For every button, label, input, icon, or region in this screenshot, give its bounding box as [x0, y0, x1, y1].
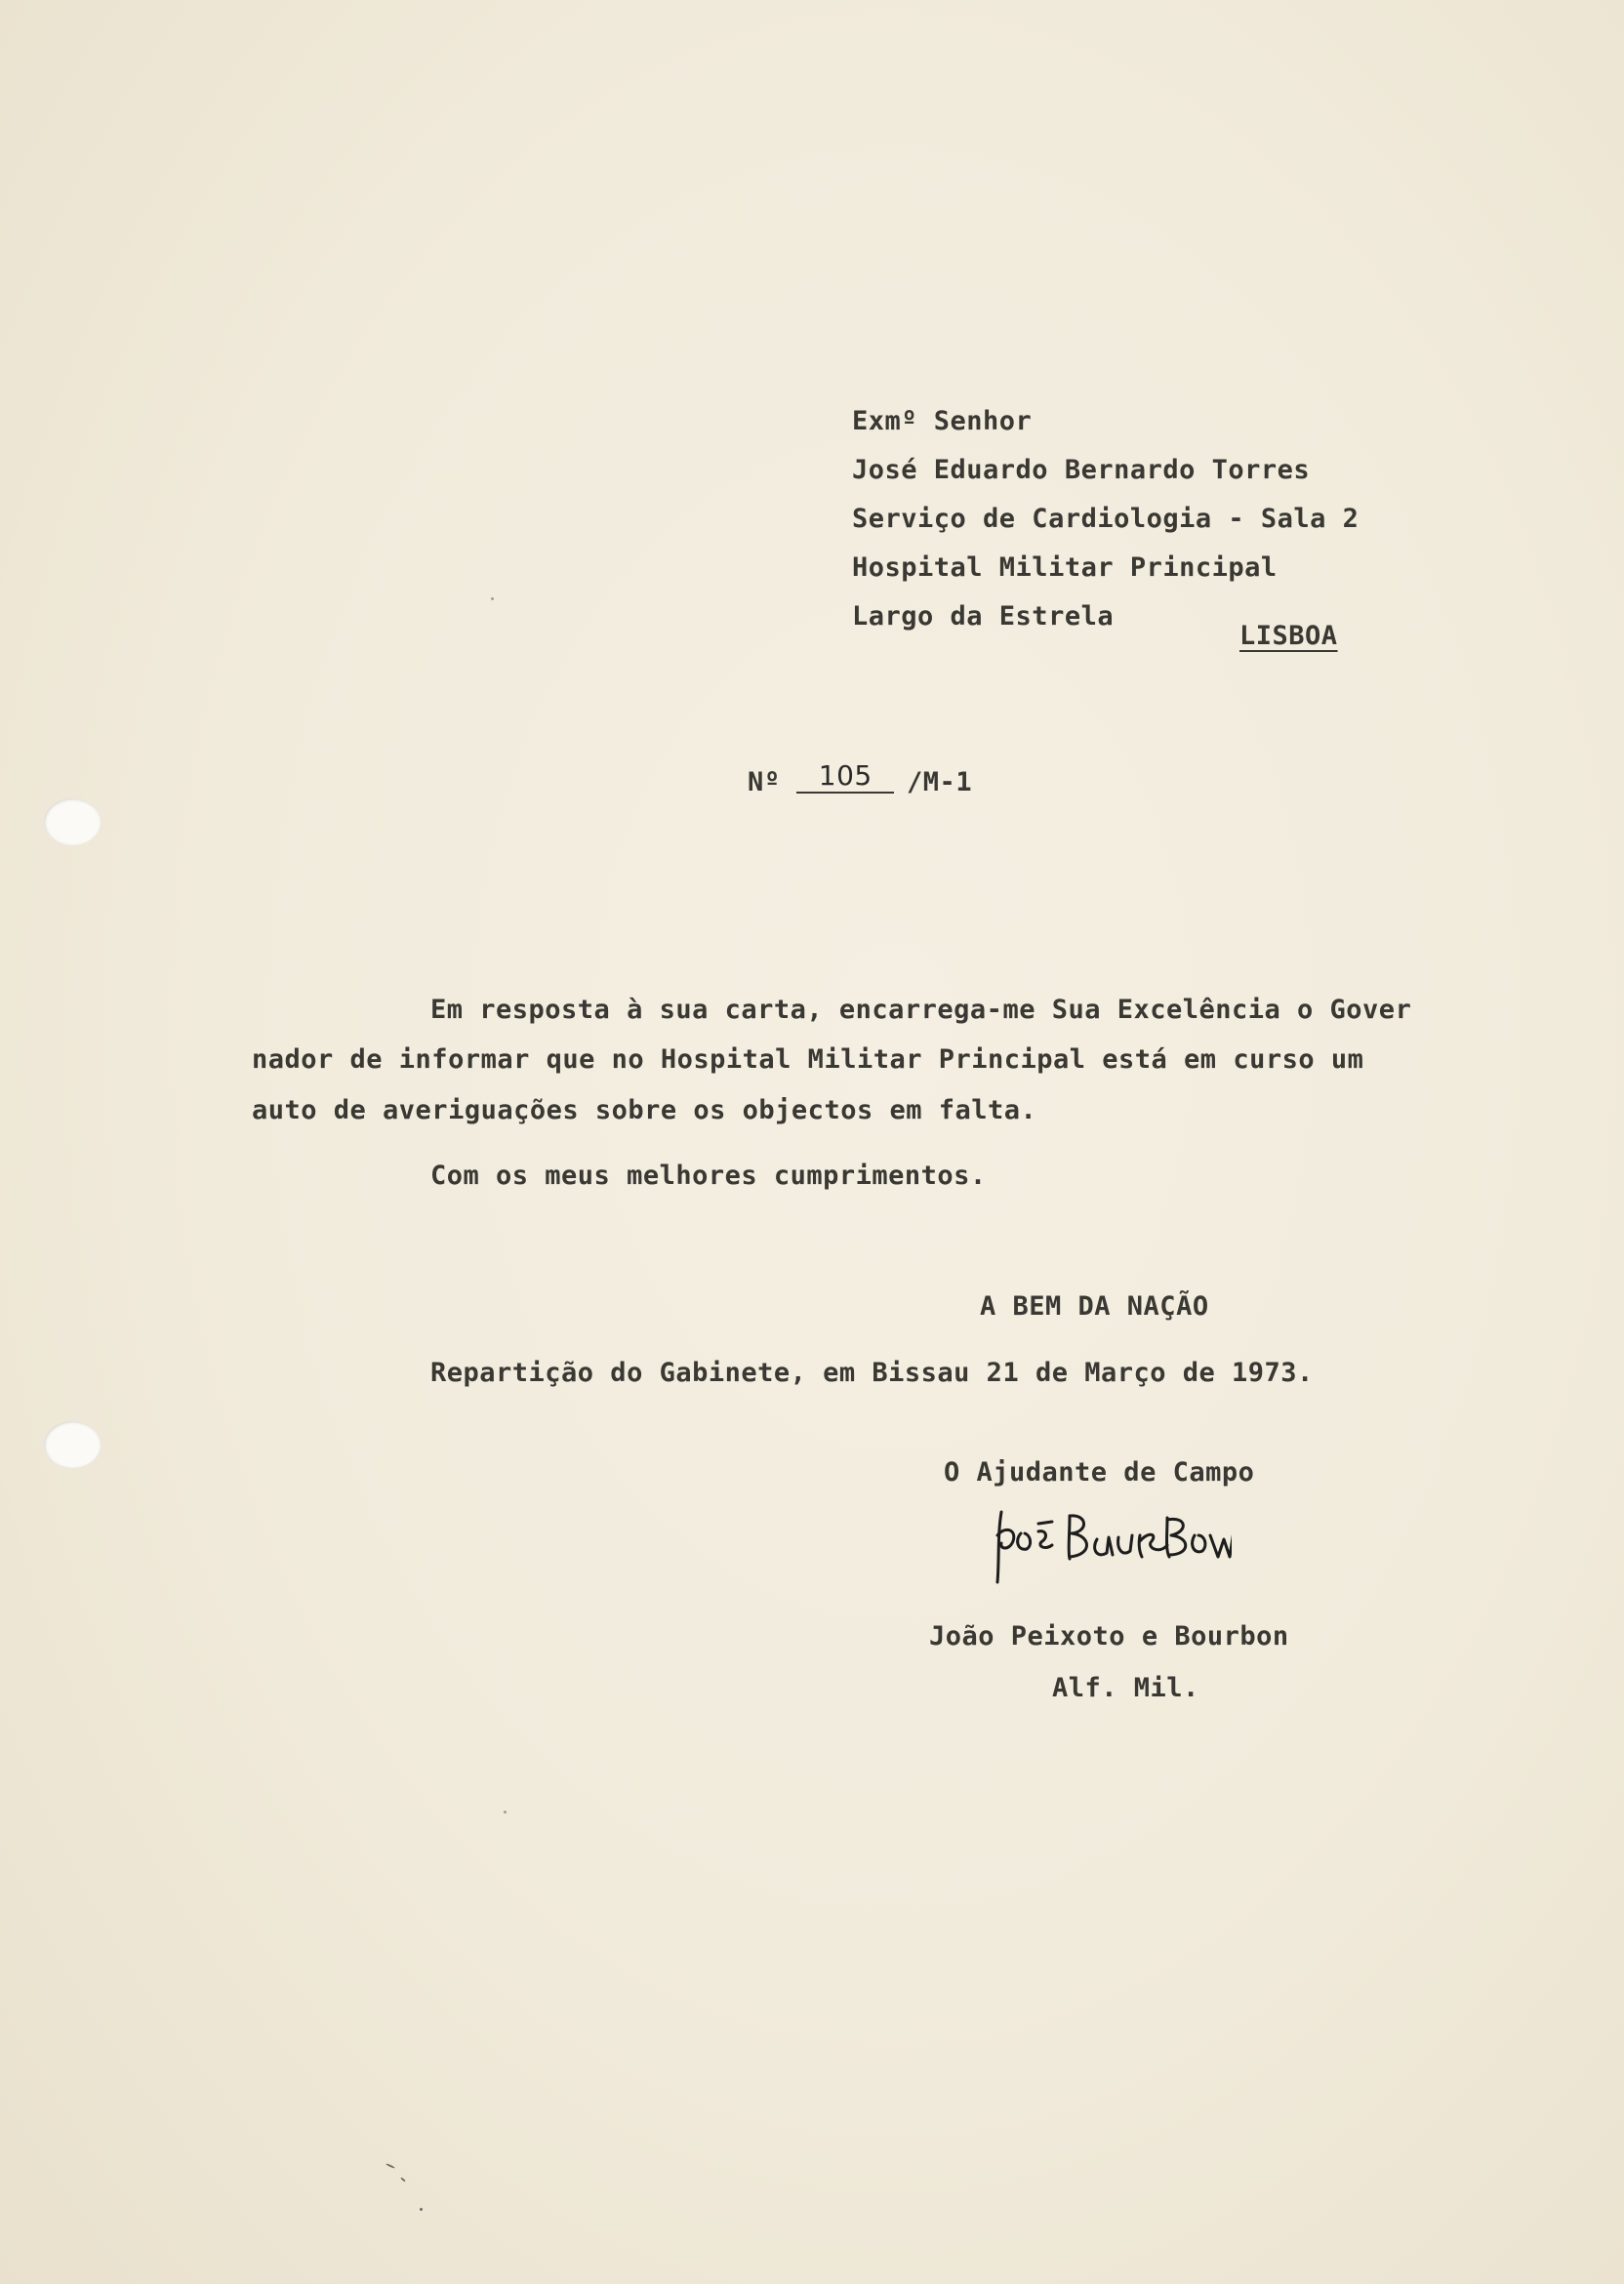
motto: A BEM DA NAÇÃO [980, 1291, 1209, 1322]
dateline: Repartição do Gabinete, em Bissau 21 de Março de 1973. [430, 1358, 1314, 1388]
paper-speck [504, 1811, 507, 1814]
paper-speck [491, 597, 494, 600]
punch-hole-bottom [44, 1421, 101, 1468]
recipient-salutation: Exmº Senhor [852, 406, 1033, 436]
reference-handwritten-number: 105 [796, 759, 894, 794]
paper-speck [386, 2163, 395, 2169]
signatory-name: João Peixoto e Bourbon [929, 1621, 1289, 1652]
paper-speck [400, 2177, 406, 2182]
reference-prefix: Nº [748, 767, 781, 797]
paper-speck [420, 2208, 423, 2211]
recipient-name: José Eduardo Bernardo Torres [852, 455, 1311, 485]
recipient-department: Serviço de Cardiologia - Sala 2 [852, 504, 1360, 534]
signatory-title: O Ajudante de Campo [944, 1457, 1255, 1488]
reference-number [748, 759, 973, 799]
punch-hole-top [44, 798, 101, 845]
body-closing: Com os meus melhores cumprimentos. [430, 1161, 987, 1191]
body-line-2: nador de informar que no Hospital Militar Principal está em curso um [252, 1044, 1364, 1075]
signatory-rank: Alf. Mil. [1052, 1673, 1199, 1703]
recipient-street: Largo da Estrela [852, 601, 1115, 632]
handwritten-signature [988, 1506, 1232, 1584]
body-line-1: Em resposta à sua carta, encarrega-me Sua Excelência o Gover [430, 995, 1412, 1025]
recipient-city: LISBOA [1239, 621, 1338, 651]
body-line-3: auto de averiguações sobre os objectos em falta. [252, 1095, 1037, 1125]
recipient-institution: Hospital Militar Principal [852, 552, 1278, 583]
reference-suffix: /M-1 [907, 767, 973, 797]
